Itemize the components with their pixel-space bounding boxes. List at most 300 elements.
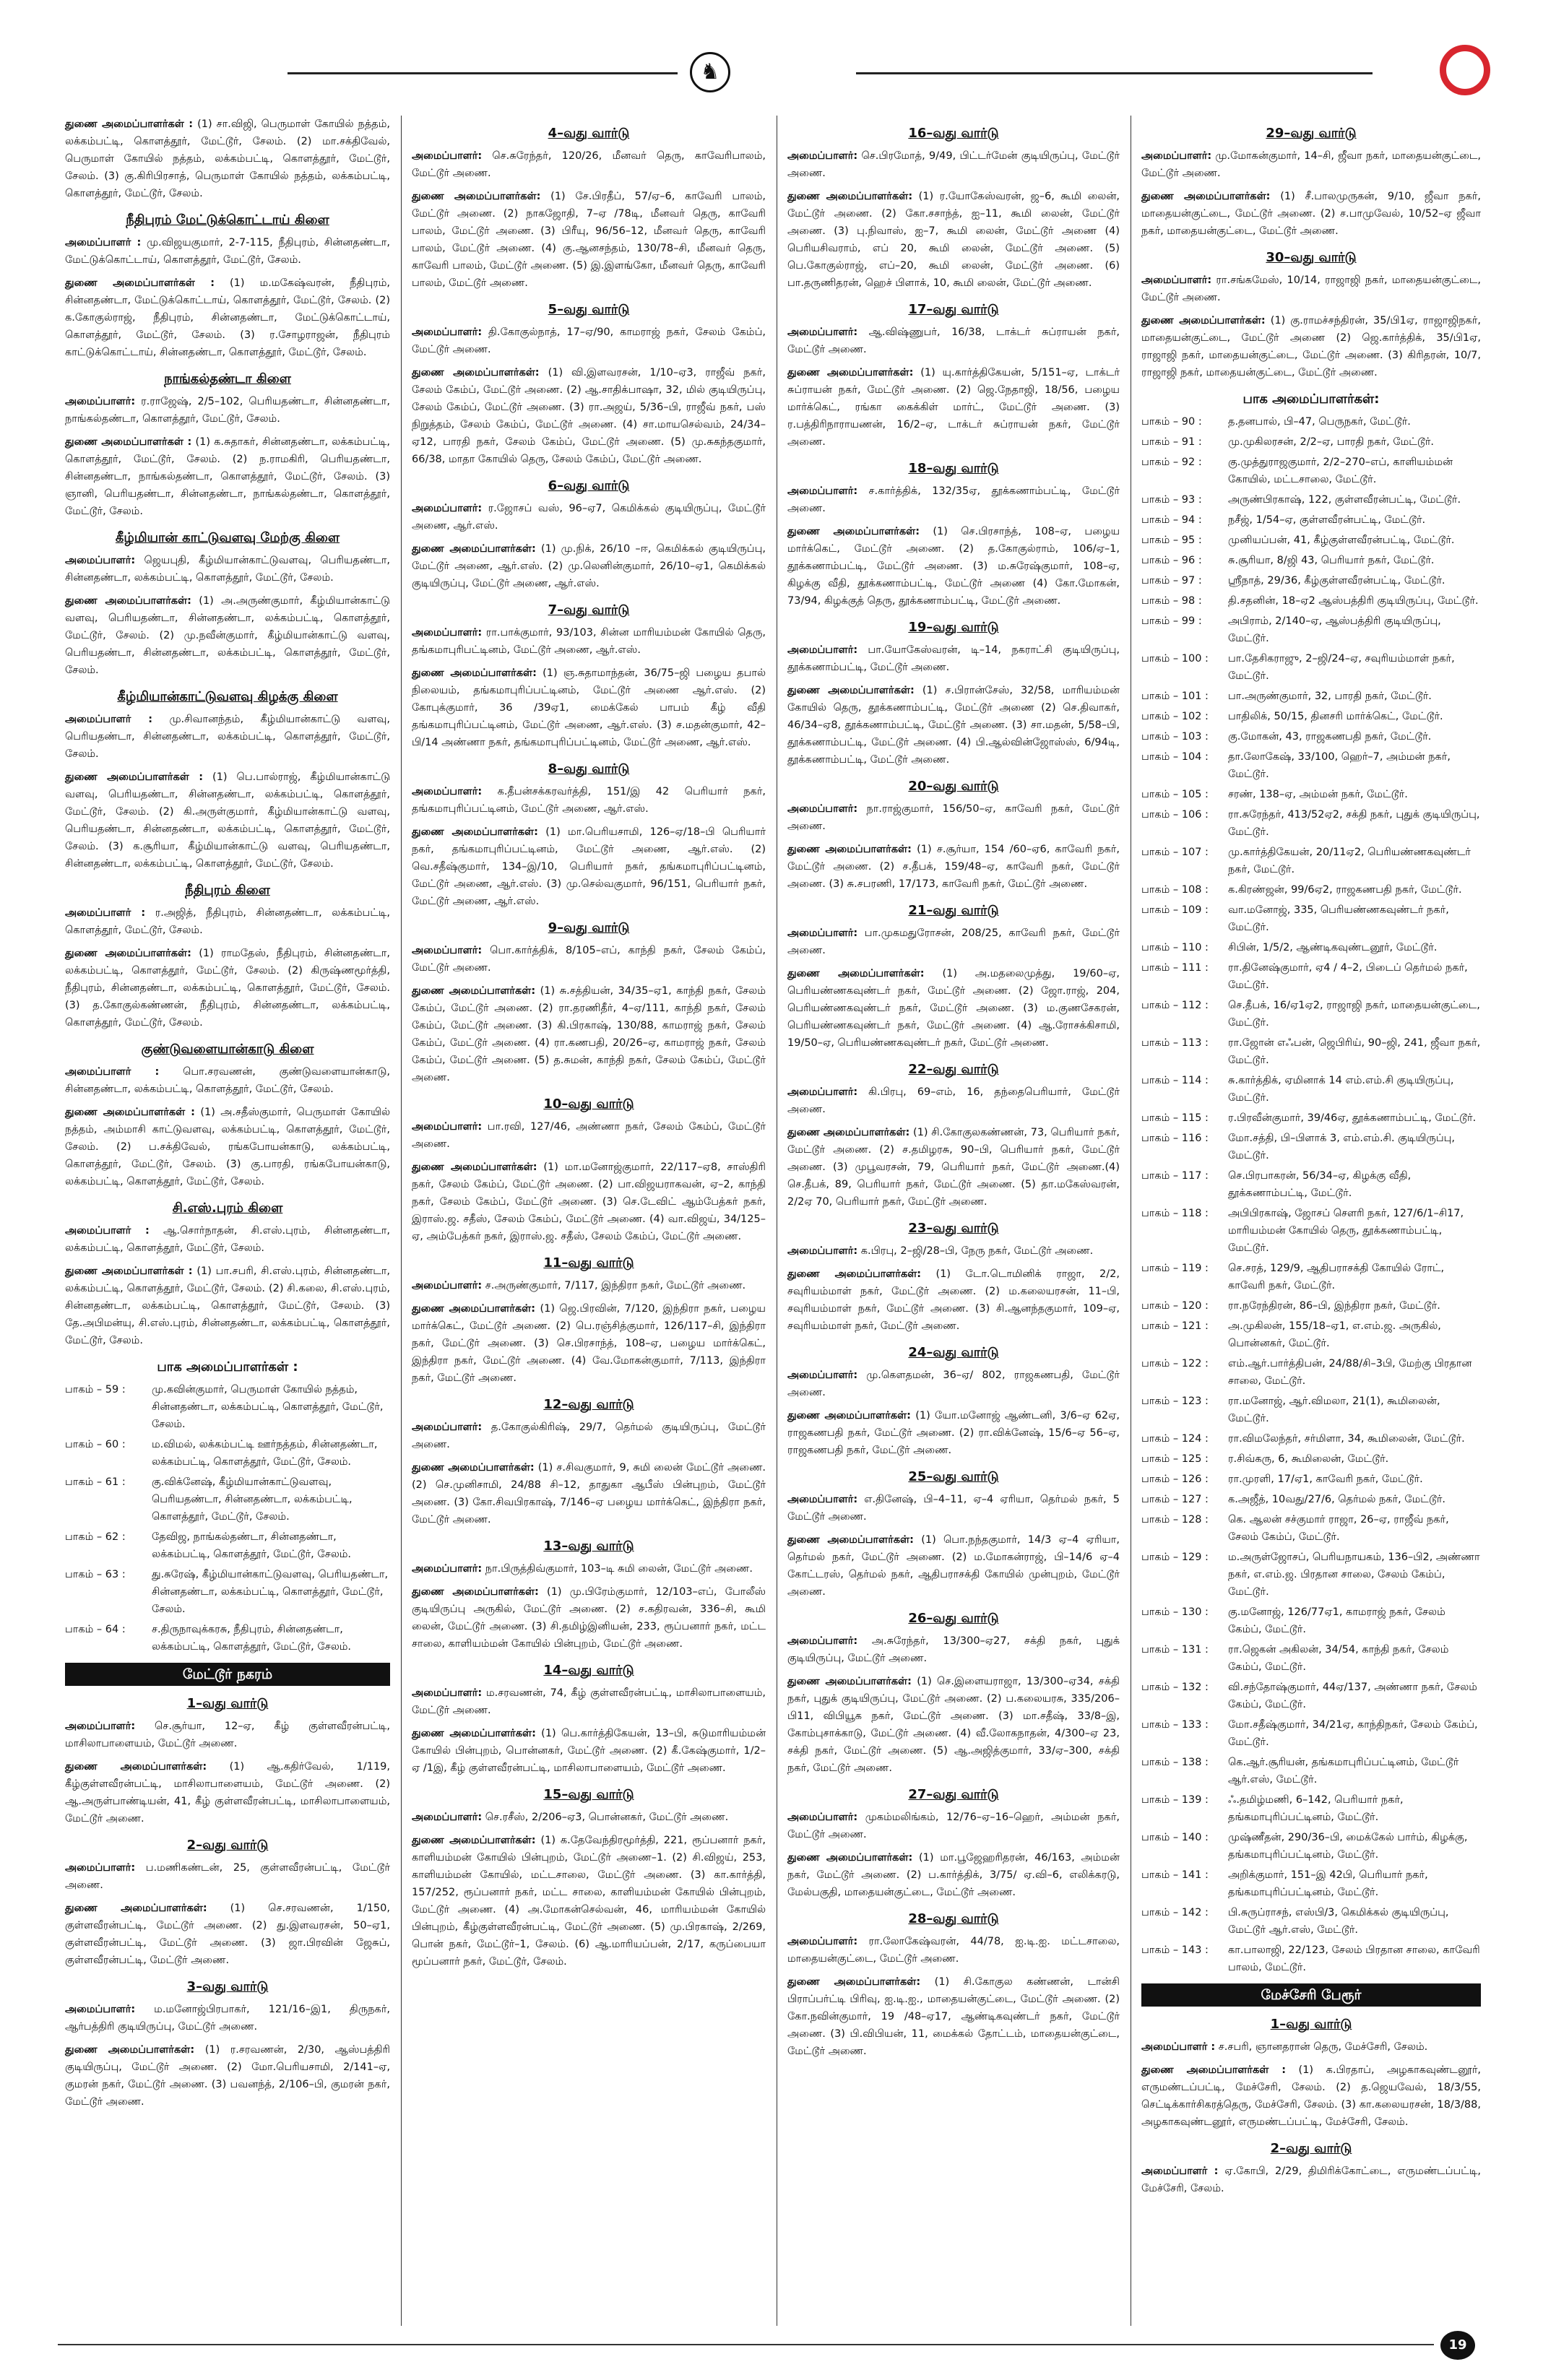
- member-text: ம.மனோஜ்பிரபாகர், 121/16–இ1, திருநகர், ஆர்பத்திரி குடியிருப்பு, மேட்டூர் அணை.: [65, 2004, 390, 2033]
- section-heading: நாங்கல்தண்டா கிளை: [164, 371, 291, 386]
- member-text: ச.அருண்குமார், 7/117, இந்திரா நகர், மேட்டூர் அணை.: [485, 1280, 746, 1291]
- member-entry: [65, 1222, 390, 1257]
- role-label: அமைப்பாளர்:: [787, 644, 858, 656]
- section-heading: 24–வது வார்டு: [908, 1345, 999, 1360]
- red-ring-logo-icon: [1440, 45, 1490, 95]
- booth-number: பாகம் – 127 :: [1141, 1494, 1209, 1505]
- member-text: (1) சீ.பாலமுருகன், 9/10, ஜீவா நகர், மாதையன்குட்டை, மேட்டூர் அணை. (2) ச.பாமுவேல், 10/52–ஏ ஜீவா நகர், மாதையன்குட்டை, மேட்டூர் அணை.: [1141, 191, 1481, 237]
- role-label: துணை அமைப்பாளர்கள்:: [787, 1127, 910, 1138]
- section-heading: 8–வது வார்டு: [548, 761, 630, 776]
- booth-entry: [1141, 511, 1481, 529]
- member-text: நா.ராஜ்குமார், 156/50–ஏ, காவேரி நகர், மேட்டூர் அணை.: [787, 803, 1120, 832]
- role-label: துணை அமைப்பாளர்கள்:: [412, 1586, 539, 1598]
- role-label: அமைப்பாளர்:: [1141, 150, 1212, 162]
- booth-organizer: பா.அருண்குமார், 32, பாரதி நகர், மேட்டூர்.: [1228, 691, 1432, 702]
- member-entry: [1141, 312, 1481, 381]
- booth-entry: [1141, 1355, 1481, 1390]
- role-label: துணை அமைப்பாளர்கள்:: [412, 1462, 535, 1474]
- member-text: பா.யோகேஸ்வரன், டி–14, நகராட்சி குடியிருப்பு, தூக்கணாம்பட்டி, மேட்டூர் அணை.: [787, 644, 1120, 673]
- member-entry: [412, 1583, 766, 1653]
- member-text: (1) யோ.மனோஜ் ஆண்டனி, 3/6–ஏ 62ஏ, ராஜகணபதி நகர், மேட்டூர் அணை. (2) ரா.விக்னேஷ், 15/6–ஏ 56–ஏ, ராஜகணபதி நகர், மேட்டூர் அணை.: [787, 1410, 1120, 1456]
- booth-entry: [1141, 1604, 1481, 1638]
- section-heading: 2–வது வார்டு: [186, 1838, 269, 1853]
- role-label: அமைப்பாளர்:: [787, 1936, 858, 1947]
- booth-organizer: ம.அருள்ஜோசப், பெரியநாயகம், 136–பி2, அண்ணா நகர், எ.எம்.ஜ. பிரதான சாலை, சேலம் கேம்ப், மேட்டூர்.: [1228, 1552, 1480, 1598]
- member-text: (1) க.பிரதாப், அழகாகவுண்டனூர், எருமண்டப்பட்டி, மேச்சேரி, சேலம். (2) த.ஜெயவேல், 18/3/55, செட்டிக்கார்சிகரத்தெரு, மேச்சேரி, சேலம். (3) கா.கலையரசன், 18/3/88, அழகாகவுண்டனூர், எருமண்டப்பட்டி, மேச்சேரி, சேலம்.: [1141, 2064, 1482, 2128]
- role-label: துணை அமைப்பாளர்கள்:: [787, 1976, 921, 1988]
- role-label: அமைப்பாளர்:: [65, 555, 136, 566]
- member-text: ம.சரவணன், 74, கீழ் குள்ளவீரன்பட்டி, மாசிலாபாளையம், மேட்டூர் அணை.: [412, 1687, 766, 1716]
- page-header: [0, 0, 1543, 108]
- member-entry: [787, 188, 1120, 292]
- member-text: மு.மோகன்குமார், 14–சி, ஜீவா நகர், மாதையன்குட்டை, மேட்டூர் அணை.: [1141, 150, 1481, 179]
- booth-number: பாகம் – 63 :: [65, 1569, 126, 1580]
- booth-number: பாகம் – 141 :: [1141, 1869, 1209, 1881]
- member-text: ரா.பாக்குமார், 93/103, சின்ன மாரியம்மன் கோயில் தெரு, தங்கமாபுரிபட்டினம், மேட்டூர் அணை, ஆர்.எஸ்.: [412, 627, 766, 656]
- section-heading: 4–வது வார்டு: [548, 126, 630, 141]
- role-label: அமைப்பாளர்:: [412, 150, 483, 162]
- booth-number: பாகம் – 106 :: [1141, 809, 1209, 821]
- booth-organizer: அபிராம், 2/140–ஏ, ஆஸ்பத்திரி குடியிருப்பு, மேட்டூர்.: [1228, 615, 1441, 644]
- booth-number: பாகம் – 139 :: [1141, 1794, 1209, 1806]
- member-entry: [787, 641, 1120, 676]
- member-entry: [787, 841, 1120, 893]
- booth-number: பாகம் – 118 :: [1141, 1208, 1209, 1219]
- booth-organizer: செ.தீபக், 16/ஏ1ஏ2, ராஜாஜி நகர், மாதையன்குட்டை, மேட்டூர்.: [1228, 1000, 1480, 1029]
- role-label: துணை அமைப்பாளர்கள் :: [65, 1107, 195, 1118]
- role-label: அமைப்பாளர்:: [787, 326, 858, 338]
- section-heading: 21–வது வார்டு: [908, 903, 999, 918]
- member-entry: [412, 1459, 766, 1528]
- booth-entry: [65, 1381, 390, 1433]
- booth-entry: [1141, 1450, 1481, 1468]
- booth-number: பாகம் – 132 :: [1141, 1682, 1209, 1693]
- member-entry: [787, 925, 1120, 959]
- booth-organizer: ரா.ஜெகன் அகிலன், 34/54, காந்தி நகர், சேலம் கேம்ப், மேட்டூர்.: [1228, 1644, 1449, 1673]
- booth-entry: [1141, 613, 1481, 647]
- booth-entry: [1141, 1716, 1481, 1751]
- booth-entry: [1141, 844, 1481, 878]
- member-text: (1) சி.கோகுலகண்ணன், 73, பெரியார் நகர், மேட்டூர் அணை. (2) ச.தமிழரசு, 90–பி, பெரியார் நகர், மேட்டூர் அணை. (3) முபூவரசன், 79, பெரியார் நகர், மேட்டூர் அணை.(4) செ.தீபக், 89, பெரியார் நகர், மேட்டூர் அணை. (5) தா.மகேஸ்வரன், 2/2ஏ 70, பெரியார் நகர், மேட்டூர் அணை.: [787, 1127, 1120, 1208]
- role-label: அமைப்பாளர்:: [65, 1862, 136, 1874]
- booth-number: பாகம் – 120 :: [1141, 1300, 1209, 1312]
- text-column-3: [780, 116, 1127, 2326]
- member-text: (1) ஆ.கதிர்வேல், 1/119, கீழ்குள்ளவீரன்பட்டி, மாசிலாபாளையம், மேட்டூர் அணை. (2) ஆ.அருள்பாண்டியன், 41, கீழ் குள்ளவீரன்பட்டி, மாசிலாபாளையம், மேட்டூர் அணை.: [65, 1761, 390, 1825]
- booth-number: பாகம் – 131 :: [1141, 1644, 1209, 1656]
- section-heading: 13–வது வார்டு: [543, 1539, 634, 1554]
- role-label: அமைப்பாளர்:: [787, 803, 858, 815]
- member-entry: [412, 324, 766, 358]
- booth-organizer: ரா.தினேஷ்குமார், ஏ4 / 4–2, பிடைப் தெர்மல் நகர், மேட்டூர்.: [1228, 962, 1468, 991]
- member-text: (1) சி.கோகுல கண்ணன், டான்சி பிராப்பர்ட்டி பிரிவு, ஐ.டி.ஐ., மாதையன்குட்டை, மேட்டூர் அணை. (2) கோ.நவின்குமார், 19 /48–ஏ17, ஆண்டிகவுண்டர் நகர், மேட்டூர் அணை. (3) பி.விபியன், 11, மைக்கல் தோட்டம், மாதையன்குட்டை, மேட்டூர் அணை.: [787, 1976, 1120, 2057]
- member-text: (1) செ.சரவணன், 1/150, குள்ளவீரன்பட்டி, மேட்டூர் அணை. (2) து.இளவரசன், 50–ஏ1, குள்ளவீரன்பட்டி, மேட்டூர் அணை. (3) ஜா.பிரவின் ஜேசுப், குள்ளவீரன்பட்டி, மேட்டூர் அணை.: [65, 1903, 390, 1966]
- role-label: துணை அமைப்பாளர்கள்:: [65, 948, 191, 959]
- role-label: அமைப்பாளர்:: [412, 503, 483, 514]
- booth-organizer: ரா.ஜோன் எஃபன், ஜெபிரிய், 90–ஜி, 241, ஜீவா நகர், மேட்டூர்.: [1228, 1037, 1481, 1066]
- role-label: துணை அமைப்பாளர்கள் :: [65, 118, 194, 130]
- role-label: துணை அமைப்பாளர்கள்:: [787, 367, 914, 378]
- booth-number: பாகம் – 103 :: [1141, 731, 1209, 743]
- section-heading: 28–வது வார்டு: [908, 1911, 999, 1926]
- member-text: ரா.லோகேஷ்வரன், 44/78, ஐ.டி.ஐ. மட்டசாலை, மாதையன்குட்டை, மேட்டூர் அணை.: [787, 1936, 1120, 1965]
- section-heading: 16–வது வார்டு: [908, 126, 999, 141]
- section-heading: 1–வது வார்டு: [1270, 2017, 1352, 2032]
- booth-organizer: ம.விமல், லக்கம்பட்டி ஊர்நத்தம், சின்னதண்டா, லக்கம்பட்டி, கொளத்தூர், மேட்டூர், சேலம்.: [152, 1439, 378, 1468]
- role-label: அமைப்பாளர்:: [787, 485, 858, 497]
- booth-entry: [1141, 1471, 1481, 1488]
- member-text: பொ.கார்த்திக், 8/105–எப், காந்தி நகர், சேலம் கேம்ப், மேட்டூர் அணை.: [412, 945, 766, 974]
- booth-number: பாகம் – 96 :: [1141, 555, 1202, 566]
- role-label: துணை அமைப்பாளர்கள்:: [412, 191, 541, 202]
- member-text: ரா.சங்கமேஸ், 10/14, ராஜாஜி நகர், மாதையன்குட்டை, மேட்டூர் அணை.: [1141, 274, 1482, 303]
- booth-organizer: க.அஜீத், 10வது/27/6, தெர்மல் நகர், மேட்டூர்.: [1228, 1494, 1446, 1505]
- role-label: துணை அமைப்பாளர்கள்:: [787, 968, 925, 979]
- role-label: துணை அமைப்பாளர்கள்:: [412, 1835, 536, 1846]
- member-entry: [412, 147, 766, 182]
- member-text: (1) பா.சபரி, சி.எஸ்.புரம், சின்னதண்டா, லக்கம்பட்டி, கொளத்தூர், மேட்டூர், சேலம். (2) சி.கலை, சி.எஸ்.புரம், சின்னதண்டா, லக்கம்பட்டி, கொளத்தூர், மேட்டூர், சேலம். (3) தே.அபிமன்யு, சி.எஸ்.புரம், சின்னதண்டா, லக்கம்பட்டி, கொளத்தூர், மேட்டூர், சேலம்.: [65, 1265, 391, 1346]
- member-entry: [65, 393, 390, 428]
- member-text: (1) மா.பூஜேஹரிதரன், 46/163, அம்மன் நகர், மேட்டூர் அணை. (2) ப.கார்த்திக், 3/75/ ஏ.வி–6, எலிக்கரடு, மேல்பகுதி, மாதையன்குட்டை, மேட்டூர் அணை.: [787, 1852, 1120, 1898]
- role-label: துணை அமைப்பாளர்கள்:: [412, 667, 537, 679]
- section-heading: கீழ்மியான் காட்டுவளவு மேற்கு கிளை: [115, 530, 340, 545]
- role-label: அமைப்பாளர்:: [412, 1280, 483, 1291]
- member-entry: [412, 1560, 766, 1578]
- member-text: (1) மு.நிக், 26/10 –ஈ, கெமிக்கல் குடியிருப்பு, மேட்டூர் அணை, ஆர்.எஸ். (2) மு.லெனின்குமார், 26/10–ஏ1, கெமிக்கல் குடியிருப்பு, மேட்டூர் அணை, ஆர்.எஸ்.: [412, 543, 766, 589]
- role-label: துணை அமைப்பாளர்கள்:: [787, 1268, 922, 1280]
- member-text: (1) ர.யோகேஸ்வரன், ஜ–6, கூமி லைன், மேட்டூர் அணை. (2) கோ.சசாந்த், ஐ–11, கூமி லைன், மேட்டூர் அணை. (3) பு.நிவாஸ், ஐ–7, கூமி லைன், மேட்டூர் அணை (4) பெரியசிவராம், எப் 20, கூமி லைன், மேட்டூர் அணை. (5) பெ.கோகுல்ராஜ், எப்–20, கூமி லைன், மேட்டூர் அணை. (6) பா.தருணிதரன், ஹெச் பிளாக், 10, கூமி லைன், மேட்டூர் அணை.: [787, 191, 1120, 289]
- booth-entry: [1141, 1641, 1481, 1676]
- member-entry: [787, 1809, 1120, 1843]
- header-rule-left: [288, 72, 678, 74]
- section-heading: 23–வது வார்டு: [908, 1221, 999, 1236]
- booth-organizer: நசீஜ், 1/54–ஏ, குள்ளவீரன்பட்டி, மேட்டூர்.: [1228, 514, 1426, 526]
- booth-number: பாகம் – 95 :: [1141, 535, 1202, 546]
- text-column-1: [58, 116, 397, 2326]
- booth-entry: [1141, 708, 1481, 725]
- booth-number: பாகம் – 102 :: [1141, 711, 1209, 722]
- section-band-heading: மேச்சேரி பேரூர்: [1141, 1983, 1481, 2007]
- member-text: (1) ச.பிரான்சேஸ், 32/58, மாரியம்மன் கோயில் தெரு, தூக்கணாம்பட்டி, மேட்டூர் அணை (2) செ.திவாகர், 46/34–ஏ8, தூக்கணாம்பட்டி, மேட்டூர் அணை. (3) சா.மதன், 5/58–பி, தூக்கணாம்பட்டி, மேட்டூர் அணை. (4) பி.ஆல்வின்ஜோஸ்ஸ், 6/94டி, தூக்கணாம்பட்டி, மேட்டூர் அணை.: [787, 685, 1120, 766]
- section-heading: 17–வது வார்டு: [908, 302, 999, 317]
- member-entry: [65, 1758, 390, 1827]
- member-entry: [65, 552, 390, 587]
- booth-entry: [1141, 1297, 1481, 1315]
- member-entry: [65, 433, 390, 520]
- member-text: (1) சு.சத்தியன், 34/35–ஏ1, காந்தி நகர், சேலம் கேம்ப், மேட்டூர் அணை. (2) ரா.தரணிதீர், 4–ஏ/111, காந்தி நகர், சேலம் கேம்ப், மேட்டூர் அணை. (3) கி.பிரகாஷ், 130/88, காமராஜ் நகர், சேலம் கேம்ப், மேட்டூர் அணை. (4) ரா.கணபதி, 20/26–ஏ, காமராஜ் நகர், சேலம் கேம்ப், மேட்டூர் அணை. (5) த.சுமன், காந்தி நகர், சேலம் கேம்ப், மேட்டூர் அணை.: [412, 985, 766, 1083]
- role-label: துணை அமைப்பாளர்கள்:: [412, 1303, 536, 1315]
- member-text: பொ.சரவணன், குண்டுவளையான்காடு, சின்னதண்டா, லக்கம்பட்டி, கொளத்தூர், மேட்டூர், சேலம்.: [65, 1066, 391, 1095]
- booth-number: பாகம் – 138 :: [1141, 1757, 1209, 1768]
- member-text: (1) கு.ராமச்சந்திரன், 35/பி1ஏ, ராஜாஜிநகர், மாதையன்குட்டை, மேட்டூர் அணை (2) ஜெ.கார்த்திக், 35/பி1ஏ, ராஜாஜி நகர், மாதையன்குட்டை, மேட்டூர் அணை. (3) கிரிதரன், 10/7, ராஜாஜி நகர், மாதையன்குட்டை, மேட்டூர் அணை.: [1141, 315, 1481, 378]
- member-entry: [787, 364, 1120, 451]
- member-entry: [412, 1809, 766, 1826]
- member-entry: [65, 1718, 390, 1752]
- member-entry: [65, 1900, 390, 1969]
- booth-organizer: மோ.சதீஷ்குமார், 34/21ஏ, காந்திநகர், சேலம் கேம்ப், மேட்டூர்.: [1228, 1719, 1478, 1748]
- member-text: ர.ஜோசப் வஸ், 96–ஏ7, கெமிக்கல் குடியிருப்பு, மேட்டூர் அணை, ஆர்.எஸ்.: [412, 503, 766, 532]
- booth-entry: [1141, 1072, 1481, 1107]
- section-heading: 25–வது வார்டு: [908, 1469, 999, 1484]
- member-text: (1) ச.சிவகுமார், 9, சுமி லைன் மேட்டூர் அணை. (2) செ.முனிசாமி, 24/88 சி–12, தாதுகா ஆபீஸ் பின்புறம், மேட்டூர் அணை. (3) கோ.சிவபிரகாஷ், 7/146–ஏ பழைய மார்க்கெட், இந்திரா நகர், மேட்டூர் அணை.: [412, 1462, 766, 1526]
- member-entry: [787, 1531, 1120, 1601]
- booth-number: பாகம் – 128 :: [1141, 1514, 1209, 1526]
- member-text: (1) மு.பிரேம்குமார், 12/103–எப், போலீஸ் குடியிருப்பு அருகில், மேட்டூர் அணை. (2) ச.கதிரவன், 336–சி, கூமி லைன், மேட்டூர் அணை. (3) சி.தமிழ்இனியன், 233, ரூப்பனார் நகர், மட்ட சாலை, காளியம்மன் கோயில் பின்புறம், மேட்டூர் அணை.: [412, 1586, 766, 1650]
- booth-organizer: சு.சூரியா, 8/ஜி 43, பெரியார் நகர், மேட்டூர்.: [1228, 555, 1435, 566]
- role-label: அமைப்பாளர்:: [787, 1245, 858, 1257]
- booth-number: பாகம் – 126 :: [1141, 1474, 1209, 1485]
- booth-entry: [65, 1621, 390, 1656]
- booth-entry: [1141, 1167, 1481, 1202]
- booth-number: பாகம் – 112 :: [1141, 1000, 1209, 1011]
- role-label: அமைப்பாளர்:: [787, 150, 858, 162]
- role-label: துணை அமைப்பாளர்கள் :: [1141, 2064, 1287, 2076]
- member-text: (1) க.தேவேந்திரமூர்த்தி, 221, ரூப்பனார் நகர், காளியம்மன் கோயில் பின்புறம், மேட்டூர் அணை–1. (2) சி.விஜய், 253, காளியம்மன் கோயில், மட்டசாலை, மேட்டூர் அணை. (3) கா.கார்த்தி, 157/252, ரூப்பனார் நகர், மட்ட சாலை, காளியம்மன் கோயில் பின்புறம், மேட்டூர் அணை. (4) அ.மோகன்செல்வன், 46, மாரியம்மன் கோயில் பின்புறம், கீழ்குள்ளவீரன்பட்டி, மேட்டூர் அணை. (5) மு.பிரகாஷ், 2/269, பொன் நகர், மேட்டூர்–1, சேலம். (6) ஆ.மாரியப்பன், 2/17, கருப்பையா மூப்பனார் நகர், மேட்டூர், சேலம்.: [412, 1835, 766, 1968]
- member-entry: [787, 800, 1120, 835]
- booth-organizer: ஃ.தமிழ்மணி, 6–142, பெரியார் நகர், தங்கமாபுரிப்பட்டினம், மேட்டூர்.: [1228, 1794, 1404, 1823]
- role-label: துணை அமைப்பாளர்கள்:: [787, 526, 920, 537]
- member-text: (1) பெ.கார்த்திகேயன், 13–பி, சுடுமாரியம்மன் கோயில் பின்புறம், பொன்னகர், மேட்டூர் அணை. (2) கீ.கேஷ்குமார், 1/2–ஏ /1இ, கீழ் குள்ளவீரன்பட்டி, மாசிலாபாளையம், மேட்டூர் அணை.: [412, 1728, 766, 1774]
- role-label: அமைப்பாளர்:: [412, 786, 483, 797]
- booth-entry: [1141, 1791, 1481, 1826]
- booth-entry: [1141, 1205, 1481, 1257]
- booth-organizer: சரண், 138–ஏ, அம்மன் நகர், மேட்டூர்.: [1228, 789, 1408, 800]
- member-entry: [787, 1367, 1120, 1401]
- booth-organizer: பா.தேசிகராஜு, 2–ஜி/24–ஏ, சவுரியம்மாள் நகர், மேட்டூர்.: [1228, 653, 1455, 682]
- member-entry: [412, 1832, 766, 1970]
- section-heading: 18–வது வார்டு: [908, 461, 999, 476]
- booth-organizer: ரா.மனோஜ், ஆர்.விமலா, 21(1), கூமிலைன், மேட்டூர்.: [1228, 1395, 1440, 1424]
- booth-number: பாகம் – 92 :: [1141, 456, 1202, 468]
- member-text: தி.கோகுல்நாத், 17–ஏ/90, காமராஜ் நகர், சேலம் கேம்ப், மேட்டூர் அணை.: [412, 326, 766, 355]
- member-entry: [1141, 147, 1481, 182]
- role-label: அமைப்பாளர்:: [787, 927, 858, 939]
- booth-number: பாகம் – 116 :: [1141, 1133, 1209, 1144]
- member-text: ப.மணிகண்டன், 25, குள்ளவீரன்பட்டி, மேட்டூர் அணை.: [65, 1862, 391, 1891]
- member-text: (1) டோ.டொமினிக் ராஜா, 2/2, சவுரியம்மாள் நகர், மேட்டூர் அணை. (2) ம.கலையரசன், 11–பி, சவுரியம்மாள் நகர், மேட்டூர் அணை. (3) சி.ஆனந்தகுமார், 109–ஏ, சவுரியம்மாள் நகர், மேட்டூர் அணை.: [787, 1268, 1120, 1332]
- role-label: துணை அமைப்பாளர்கள்:: [412, 543, 536, 555]
- booth-number: பாகம் – 105 :: [1141, 789, 1209, 800]
- member-entry: [412, 540, 766, 592]
- role-label: அமைப்பாளர் :: [1141, 2165, 1219, 2177]
- member-text: (1) ர.சரவணன், 2/30, ஆஸ்பத்திரி குடியிருப்பு, மேட்டூர் அணை. (2) மோ.பெரியசாமி, 2/141–ஏ, குமரன் நகர், மேட்டூர் அணை. (3) பவனந்த், 2/106–பி, குமரன் நகர், மேட்டூர் அணை.: [65, 2044, 390, 2108]
- member-entry: [65, 592, 390, 679]
- booth-entry: [1141, 1679, 1481, 1713]
- member-text: (1) சே.பிரதீப், 57/ஏ–6, காவேரி பாலம், மேட்டூர் அணை. (2) நாகஜோதி, 7–ஏ /78டி, மீனவர் தெரு, காவேரி பாலம், மேட்டூர் அணை. (3) பிரீயு, 96/56–12, மீனவர் தெரு, காவேரி பாலம், மேட்டூர் அணை. (4) கு.ஆனசந்தம், 130/78–சி, மீனவர் தெரு, காவேரி பாலம், மேட்டூர் அணை. (5) இ.இளங்கோ, மீனவர் தெரு, காவேரி பாலம், மேட்டூர் அணை.: [412, 191, 766, 289]
- booth-number: பாகம் – 123 :: [1141, 1395, 1209, 1407]
- booth-entry: [1141, 997, 1481, 1031]
- booth-number: பாகம் – 90 :: [1141, 416, 1202, 428]
- booth-entry: [1141, 1034, 1481, 1069]
- member-text: (1) அ.மதலைமுத்து, 19/60–ஏ, பெரியண்ணகவுண்டர் நகர், மேட்டூர் அணை. (2) ஜோ.ராஜ், 204, பெரியண்ணகவுண்டர் நகர், மேட்டூர் அணை. (3) ம.குணசேகரன், பெரியண்ணகவுண்டர் நகர், மேட்டூர் அணை. (4) ஆ.ரோசக்கிசாமி, 19/50–ஏ, பெரியண்ணகவுண்டர் நகர், மேட்டூர் அணை.: [787, 968, 1120, 1049]
- booth-organizer: முனியப்பன், 41, கீழ்குள்ளவீரன்பட்டி, மேட்டூர்.: [1228, 535, 1455, 546]
- booth-entry: [1141, 1109, 1481, 1127]
- role-label: துணை அமைப்பாளர்கள்:: [787, 1852, 913, 1864]
- role-label: துணை அமைப்பாளர்கள் :: [65, 277, 215, 289]
- booth-organizer: பி.சுருப்ராசந், எஸ்பி/3, கெமிக்கல் குடியிருப்பு, மேட்டூர் ஆர்.எஸ், மேட்டூர்.: [1228, 1907, 1449, 1936]
- booth-entry: [1141, 728, 1481, 745]
- member-text: (1) ஞ.சுதாமாந்தன், 36/75–ஜி பழைய தபால் நிலையம், தங்கமாபுரிப்பட்டினம், மேட்டூர் அணை ஆர்.எஸ். (2) கோபுக்குமார், 36 /39ஏ1, மைக்கேல் பாபம் கீழ் வீதி தங்கமாபுரிப்பட்டினம், மேட்டூர் அணை, ஆர்.எஸ். (3) ச.மதன்குமார், 42–பி/14 அண்ணா நகர், தங்கமாபுரிப்பட்டினம், மேட்டூர் அணை, ஆர்.எஸ்.: [412, 667, 766, 748]
- member-entry: [787, 965, 1120, 1052]
- booth-entry: [1141, 1942, 1481, 1976]
- role-label: அமைப்பாளர்:: [412, 1121, 483, 1133]
- booth-number: பாகம் – 62 :: [65, 1531, 126, 1543]
- member-entry: [65, 116, 390, 202]
- member-entry: [65, 904, 390, 939]
- role-label: அமைப்பாளர்:: [412, 627, 483, 639]
- page-number: 19: [1440, 2331, 1475, 2360]
- member-text: (1) சா.விஜி, பெருமாள் கோயில் நத்தம், லக்கம்பட்டி, கொளத்தூர், மேட்டூர், சேலம். (2) மா.சக்திவேல், பெருமாள் கோயில் நத்தம், லக்கம்பட்டி, கொளத்தூர், மேட்டூர், சேலம். (3) கு.கிரிபிரசாத், பெருமாள் கோயில் நத்தம், லக்கம்பட்டி, கொளத்தூர், மேட்டூர், சேலம்.: [65, 118, 390, 199]
- member-text: செ.பிரமோத், 9/49, பிட்டர்மேன் குடியிருப்பு, மேட்டூர் அணை.: [787, 150, 1120, 179]
- member-text: ர.அஜித், நீதிபுரம், சின்னதண்டா, லக்கம்பட்டி, கொளத்தூர், மேட்டூர், சேலம்.: [65, 907, 391, 936]
- role-label: துணை அமைப்பாளர்கள்:: [787, 191, 913, 202]
- member-text: (1) ச.சூர்யா, 154 /60–ஏ6, காவேரி நகர், மேட்டூர் அணை. (2) ச.தீபக், 159/48–ஏ, காவேரி நகர், மேட்டூர் அணை. (3) சு.சபரணி, 17/173, காவேரி நகர், மேட்டூர் அணை.: [787, 844, 1120, 890]
- booth-number: பாகம் – 124 :: [1141, 1433, 1209, 1445]
- header-rule-right: [856, 72, 1373, 74]
- role-label: துணை அமைப்பாளர்கள்:: [65, 1761, 207, 1773]
- booth-number: பாகம் – 107 :: [1141, 847, 1209, 858]
- role-label: துணை அமைப்பாளர்கள்:: [787, 685, 915, 696]
- role-label: அமைப்பாளர் :: [65, 907, 146, 919]
- member-entry: [412, 1684, 766, 1719]
- booth-organizer: ரா.விமலேந்தர், சர்மிளா, 34, கூமிலைன், மேட்டூர்.: [1228, 1433, 1465, 1445]
- role-label: அமைப்பாளர் :: [65, 237, 142, 248]
- role-label: அமைப்பாளர்:: [412, 945, 483, 956]
- section-heading: 26–வது வார்டு: [908, 1611, 999, 1626]
- member-entry: [1141, 2038, 1481, 2056]
- booth-entry: [1141, 1130, 1481, 1164]
- member-entry: [787, 1083, 1120, 1118]
- role-label: துணை அமைப்பாளர்கள்:: [1141, 191, 1271, 202]
- booth-entry: [1141, 592, 1481, 610]
- section-heading: நீதிபுரம் மேட்டுக்கொட்டாய் கிளை: [126, 212, 329, 228]
- booth-organizer: அபிபிரகாஷ், ஜோசப் சௌரி நகர், 127/6/1–சி17, மாரியம்மன் கோயில் தெரு, தூக்கணாம்பட்டி, மேட்டூர்.: [1228, 1208, 1464, 1254]
- booth-organizer: மு.முகிலரசன், 2/2–ஏ, பாரதி நகர், மேட்டூர்.: [1228, 436, 1435, 448]
- booth-entry: [1141, 1430, 1481, 1448]
- booth-number: பாகம் – 60 :: [65, 1439, 126, 1450]
- member-text: பா.முகமதுரோசன், 208/25, காவேரி நகர், மேட்டூர் அணை.: [787, 927, 1120, 956]
- member-entry: [787, 1849, 1120, 1901]
- booth-entry: [1141, 1866, 1481, 1901]
- member-text: நா.பிருத்திவ்குமார், 103–டி சுமி லைன், மேட்டூர் அணை.: [485, 1563, 753, 1575]
- role-label: துணை அமைப்பாளர்கள் :: [65, 1265, 193, 1277]
- booth-number: பாகம் – 108 :: [1141, 884, 1209, 896]
- booth-number: பாகம் – 111 :: [1141, 962, 1209, 974]
- booth-number: பாகம் – 129 :: [1141, 1552, 1209, 1563]
- member-entry: [787, 1632, 1120, 1667]
- text-column-2: [405, 116, 773, 2326]
- member-entry: [787, 1124, 1120, 1211]
- member-entry: [787, 1933, 1120, 1968]
- booth-number: பாகம் – 119 :: [1141, 1263, 1209, 1274]
- role-label: துணை அமைப்பாளர்கள்:: [1141, 315, 1266, 326]
- member-entry: [787, 1407, 1120, 1459]
- section-band-heading: மேட்டூர் நகரம்: [65, 1663, 390, 1686]
- booth-entry: [1141, 748, 1481, 783]
- member-text: முகம்மலிங்கம், 12/76–ஏ–16–ஹெர், அம்மன் நகர், மேட்டூர் அணை.: [787, 1812, 1120, 1840]
- section-heading: 27–வது வார்டு: [908, 1787, 999, 1802]
- booth-organizer: முஷ்ணீதன், 290/36–பி, மைக்கேல் பார்ம், கிழக்கு, தங்கமாபுரிப்பட்டினம், மேட்டூர்.: [1228, 1832, 1468, 1861]
- booth-organizer: தேவிஜ, நாங்கல்தண்டா, சின்னதண்டா, லக்கம்பட்டி, கொளத்தூர், மேட்டூர், சேலம்.: [152, 1531, 352, 1560]
- booth-entry: [1141, 786, 1481, 803]
- booth-organizer: அருண்பிரகாஷ், 122, குள்ளவீரன்பட்டி, மேட்டூர்.: [1228, 494, 1461, 506]
- role-label: அமைப்பாளர்:: [412, 1421, 483, 1433]
- role-label: துணை அமைப்பாளர்கள்:: [787, 1534, 914, 1546]
- booth-number: பாகம் – 142 :: [1141, 1907, 1209, 1918]
- member-entry: [65, 945, 390, 1031]
- member-entry: [412, 624, 766, 659]
- member-text: க.பிரபு, 2–ஜி/28–பி, நேரு நகர், மேட்டூர் அணை.: [860, 1245, 1094, 1257]
- text-column-4: [1134, 116, 1488, 2326]
- booth-entry: [65, 1474, 390, 1526]
- booth-organizer: கு.மனோஜ், 126/77ஏ1, காமராஜ் நகர், சேலம் கேம்ப், மேட்டூர்.: [1228, 1606, 1445, 1635]
- role-label: அமைப்பாளர்:: [787, 1086, 858, 1098]
- booth-organizer: செ.சரத், 129/9, ஆதிபராசக்தி கோயில் ரோட், காவேரி நகர், மேட்டூர்.: [1228, 1263, 1445, 1291]
- booth-organizer: ச.திருநாவுக்கரசு, நீதிபுரம், சின்னதண்டா, லக்கம்பட்டி, கொளத்தூர், மேட்டூர், சேலம்.: [152, 1624, 352, 1653]
- booth-number: பாகம் – 130 :: [1141, 1606, 1209, 1618]
- section-heading: 19–வது வார்டு: [908, 620, 999, 635]
- booth-number: பாகம் – 115 :: [1141, 1112, 1209, 1124]
- booth-organizer: கு.விக்னேஷ், கீழ்மியான்காட்டுவளவு, பெரியதண்டா, சின்னதண்டா, லக்கம்பட்டி, கொளத்தூர், மேட்டூர், சேலம்.: [152, 1476, 353, 1523]
- member-entry: [412, 500, 766, 535]
- booth-organizer: கெ.ஆர்.சூரியன், தங்கமாபுரிப்பட்டினம், மேட்டூர் ஆர்.எஸ், மேட்டூர்.: [1228, 1757, 1459, 1786]
- booth-number: பாகம் – 98 :: [1141, 595, 1202, 607]
- booth-entry: [1141, 1491, 1481, 1508]
- member-entry: [787, 1242, 1120, 1260]
- article-body: [58, 116, 1488, 2326]
- member-text: ஏ.கோபி, 2/29, திமிரிக்கோட்டை, எருமண்டப்பட்டி, மேச்சேரி, சேலம்.: [1141, 2165, 1481, 2194]
- member-entry: [412, 188, 766, 292]
- booth-entry: [1141, 806, 1481, 841]
- booth-number: பாகம் – 61 :: [65, 1476, 126, 1488]
- booth-number: பாகம் – 140 :: [1141, 1832, 1209, 1843]
- role-label: அமைப்பாளர்:: [65, 396, 136, 407]
- role-label: அமைப்பாளர்:: [412, 326, 483, 338]
- member-entry: [787, 483, 1120, 517]
- booth-number: பாகம் – 93 :: [1141, 494, 1202, 506]
- member-entry: [65, 2041, 390, 2111]
- member-text: (1) யு.கார்த்திகேயன், 5/151–ஏ, டாக்டர் சுப்ராயன் நகர், மேட்டூர் அணை. (2) ஜெ.நேதாஜி, 18/56, பழைய மார்க்கெட், ரங்கா கைக்கிள் மார்ட், மேட்டூர் அணை. (3) ர.பத்திரிநாராயணன், 16/2–ஏ, டாக்டர் சுப்ராயன் நகர், மேட்டூர் அணை.: [787, 367, 1120, 448]
- booth-entry: [1141, 959, 1481, 994]
- booth-entry: [1141, 1511, 1481, 1546]
- member-entry: [787, 1265, 1120, 1335]
- member-entry: [787, 523, 1120, 610]
- member-text: மு.விஜயகுமார், 2-7-115, நீதிபுரம், சின்னதண்டா, மேட்டுக்கொட்டாய், கொளத்தூர், மேட்டூர், சேலம்.: [65, 237, 390, 266]
- role-label: துணை அமைப்பாளர்கள்:: [412, 1728, 536, 1739]
- booth-entry: [1141, 491, 1481, 509]
- member-text: க.தீபன்சக்கரவர்த்தி, 151/இ 42 பெரியார் நகர், தங்கமாபுரிப்பட்டினம், மேட்டூர் அணை, ஆர்.எஸ்.: [412, 786, 766, 815]
- booth-entry: [1141, 433, 1481, 451]
- member-text: எ.தினேஷ், பி–4–11, ஏ–4 ஏரியா, தெர்மல் நகர், 5 மேட்டூர் அணை.: [787, 1494, 1120, 1523]
- member-text: மு.கௌதமன், 36–ஏ/ 802, ராஜகணபதி, மேட்டூர் அணை.: [787, 1369, 1120, 1398]
- role-label: துணை அமைப்பாளர்கள்:: [787, 1410, 911, 1421]
- member-text: பா.ரவி, 127/46, அண்ணா நகர், சேலம் கேம்ப், மேட்டூர் அணை.: [412, 1121, 766, 1150]
- member-text: (1) அ.சதீஸ்குமார், பெருமாள் கோயில் நத்தம், அம்மாசி காட்டுவளவு, லக்கம்பட்டி, கொளத்தூர், மேட்டூர், சேலம். (2) ப.சக்திவேல், ரங்கபோயன்காடு, லக்கம்பட்டி, கொளத்தூர், மேட்டூர், சேலம். (3) கு.பாரதி, ரங்கபோயன்காடு, லக்கம்பட்டி, கொளத்தூர், மேட்டூர், சேலம்.: [65, 1107, 390, 1187]
- role-label: துணை அமைப்பாளர்கள்:: [65, 1903, 207, 1914]
- booth-organizer: ரா.சுரேந்தர், 413/52ஏ2, சக்தி நகர், புதுக் குடியிருப்பு, மேட்டூர்.: [1228, 809, 1480, 838]
- booth-organizer: க.கிரண்ஜன், 99/6ஏ2, ராஜகணபதி நகர், மேட்டூர்.: [1228, 884, 1462, 896]
- booth-entry: [1141, 413, 1481, 430]
- member-text: ச.சபரி, ஞானதரான் தெரு, மேச்சேரி, சேலம்.: [1218, 2041, 1428, 2053]
- member-entry: [1141, 272, 1481, 306]
- member-text: (1) செ.இளையராஜா, 13/300–ஏ34, சக்தி நகர், புதுக் குடியிருப்பு, மேட்டூர் அணை. (2) ப.கலையரசு, 335/206–பி11, விபியூக நகர், மேட்டூர் அணை. (3) மா.சதீஷ், 33/8–இ, கோம்புசாக்காடு, மேட்டூர் அணை. (4) வீ.லோகநாதன், 4/300–ஏ 23, சக்தி நகர், மேட்டூர் அணை. (5) ஆ.அஜித்குமார், 33/ஏ–300, சக்தி நகர், மேட்டூர் அணை.: [787, 1676, 1120, 1774]
- booth-number: பாகம் – 133 :: [1141, 1719, 1209, 1731]
- booth-number: பாகம் – 113 :: [1141, 1037, 1209, 1049]
- member-entry: [412, 783, 766, 818]
- member-entry: [412, 1419, 766, 1453]
- booth-number: பாகம் – 59 :: [65, 1384, 126, 1395]
- booth-organizer: பாதிலிக், 50/15, தினசரி மார்க்கெட், மேட்டூர்.: [1228, 711, 1443, 722]
- section-heading: 9–வது வார்டு: [548, 920, 630, 935]
